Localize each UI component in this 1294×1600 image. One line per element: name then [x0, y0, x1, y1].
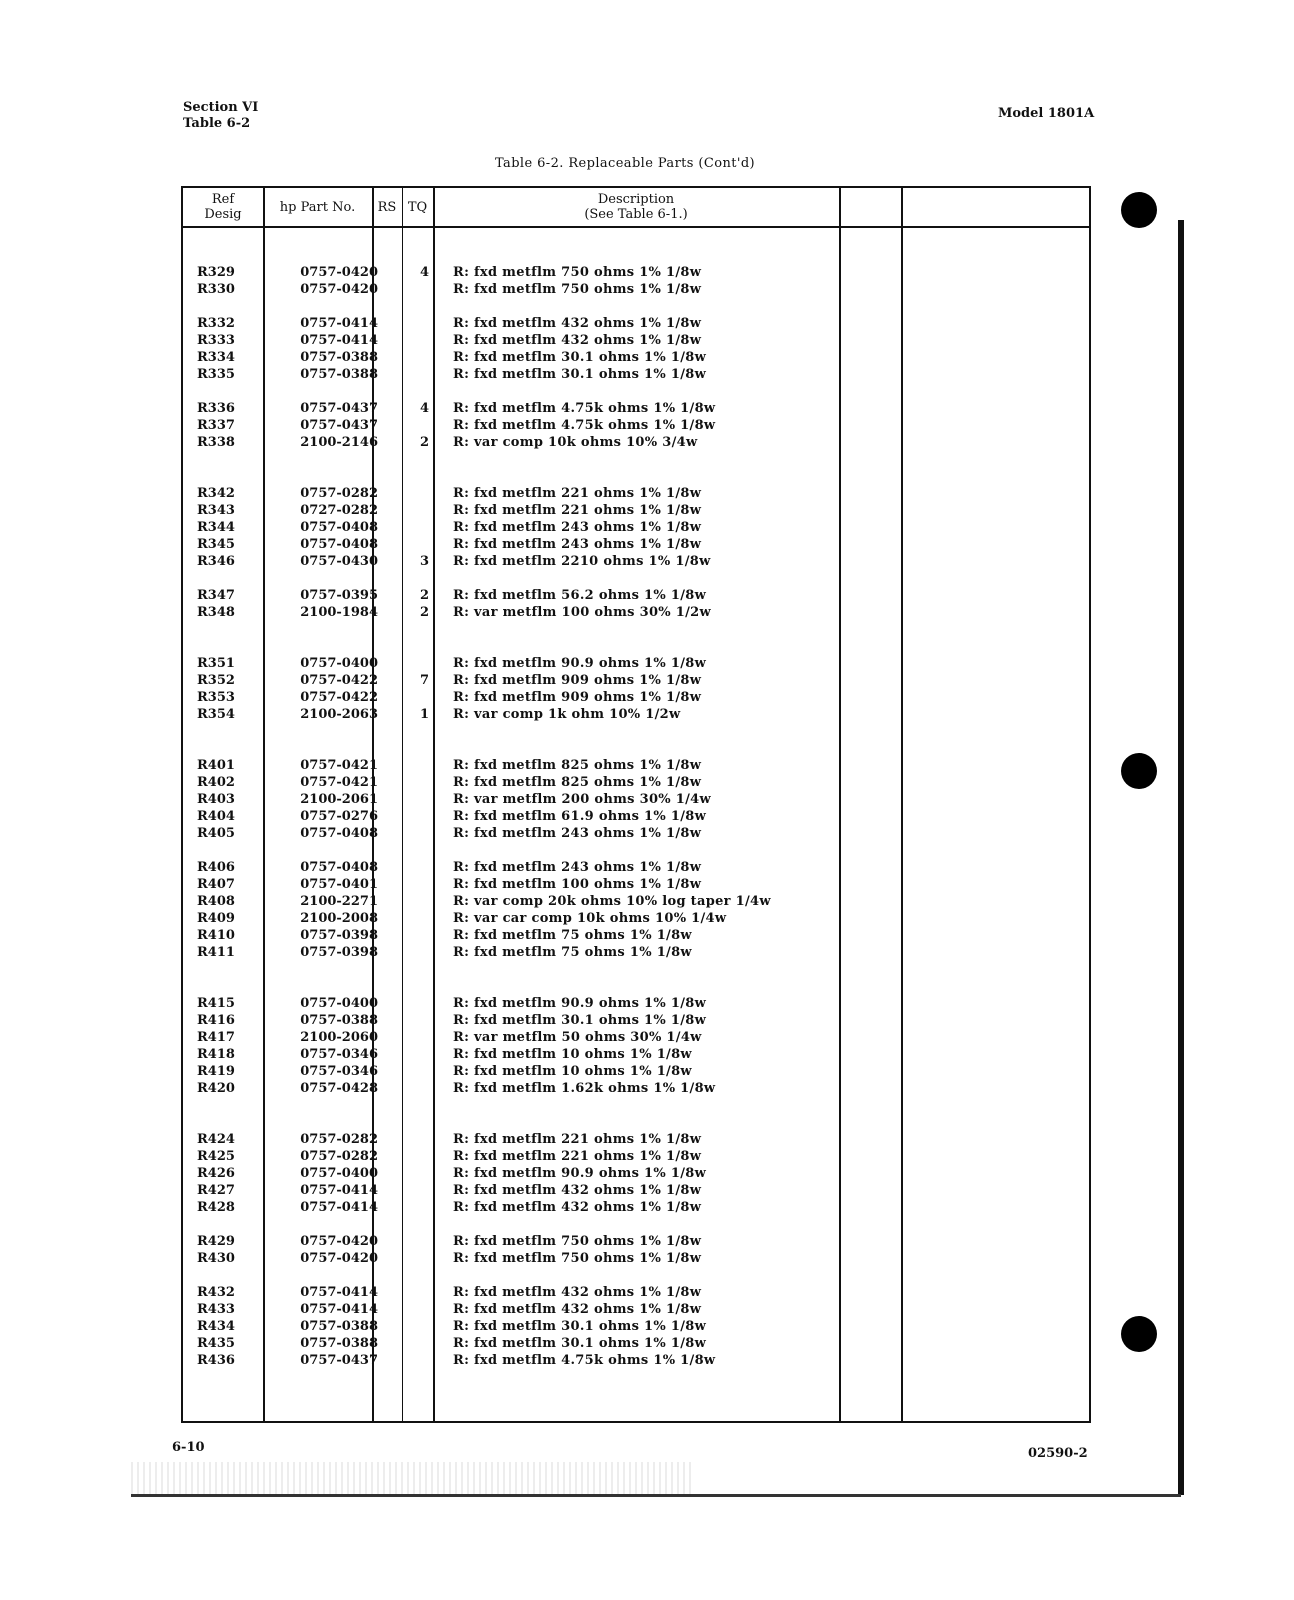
part-number: 0757-0414: [300, 316, 378, 331]
table-row: [183, 944, 1089, 961]
part-number: 2100-2146: [300, 435, 378, 450]
table-row: [183, 1352, 1089, 1369]
table-row: [183, 315, 1089, 332]
scan-noise: [131, 1462, 691, 1494]
col-header-ref-line1: Ref: [211, 192, 235, 207]
parts-group: [183, 1131, 1089, 1216]
total-quantity: 2: [419, 588, 429, 603]
table-row: [183, 400, 1089, 417]
description: R: fxd metflm 221 ohms 1% 1/8w: [453, 503, 702, 518]
description: R: var metflm 200 ohms 30% 1/4w: [453, 792, 712, 807]
binder-hole: [1121, 1316, 1157, 1352]
ref-designator: R353: [197, 690, 235, 705]
description: R: fxd metflm 30.1 ohms 1% 1/8w: [453, 350, 707, 365]
part-number: 0757-0414: [300, 1285, 378, 1300]
part-number: 0757-0414: [300, 1302, 378, 1317]
ref-designator: R334: [197, 350, 235, 365]
table-row: [183, 1335, 1089, 1352]
parts-group: [183, 315, 1089, 383]
table-row: [183, 1046, 1089, 1063]
table-label: Table 6-2: [183, 116, 251, 131]
table-row: [183, 502, 1089, 519]
description: R: fxd metflm 243 ohms 1% 1/8w: [453, 860, 702, 875]
description: R: var comp 1k ohm 10% 1/2w: [453, 707, 681, 722]
part-number: 0757-0401: [300, 877, 378, 892]
table-row: [183, 519, 1089, 536]
ref-designator: R415: [197, 996, 235, 1011]
part-number: 0757-0395: [300, 588, 378, 603]
part-number: 0757-0408: [300, 520, 378, 535]
table-row: [183, 655, 1089, 672]
table-row: [183, 757, 1089, 774]
description: R: fxd metflm 75 ohms 1% 1/8w: [453, 945, 692, 960]
table-row: [183, 689, 1089, 706]
ref-designator: R403: [197, 792, 235, 807]
ref-designator: R436: [197, 1353, 235, 1368]
section-label: Section VI: [183, 100, 259, 115]
description: R: fxd metflm 221 ohms 1% 1/8w: [453, 486, 702, 501]
table-row: [183, 1284, 1089, 1301]
ref-designator: R345: [197, 537, 235, 552]
description: R: fxd metflm 243 ohms 1% 1/8w: [453, 826, 702, 841]
part-number: 2100-2008: [300, 911, 378, 926]
ref-designator: R330: [197, 282, 235, 297]
table-row: [183, 859, 1089, 876]
table-row: [183, 1165, 1089, 1182]
model-label: Model 1801A: [998, 106, 1095, 121]
parts-group: [183, 587, 1089, 621]
table-row: [183, 1012, 1089, 1029]
part-number: 0757-0437: [300, 418, 378, 433]
table-row: [183, 1148, 1089, 1165]
table-row: [183, 434, 1089, 451]
ref-designator: R430: [197, 1251, 235, 1266]
part-number: 0757-0422: [300, 673, 378, 688]
table-row: [183, 1301, 1089, 1318]
description: R: fxd metflm 30.1 ohms 1% 1/8w: [453, 1319, 707, 1334]
part-number: 0757-0398: [300, 928, 378, 943]
description: R: fxd metflm 243 ohms 1% 1/8w: [453, 520, 702, 535]
section-header: [183, 100, 258, 132]
ref-designator: R352: [197, 673, 235, 688]
description: R: fxd metflm 432 ohms 1% 1/8w: [453, 1302, 702, 1317]
description: R: fxd metflm 30.1 ohms 1% 1/8w: [453, 1336, 707, 1351]
ref-designator: R401: [197, 758, 235, 773]
col-header-desc-line1: Description: [597, 192, 675, 207]
table-row: [183, 1233, 1089, 1250]
part-number: 0757-0414: [300, 1183, 378, 1198]
part-number: 0757-0422: [300, 690, 378, 705]
ref-designator: R426: [197, 1166, 235, 1181]
ref-designator: R404: [197, 809, 235, 824]
part-number: 0757-0346: [300, 1064, 378, 1079]
table-row: [183, 774, 1089, 791]
table-row: [183, 995, 1089, 1012]
total-quantity: 4: [419, 265, 429, 280]
ref-designator: R435: [197, 1336, 235, 1351]
ref-designator: R348: [197, 605, 235, 620]
ref-designator: R354: [197, 707, 235, 722]
ref-designator: R416: [197, 1013, 235, 1028]
col-header-description: [433, 188, 839, 226]
part-number: 0757-0408: [300, 537, 378, 552]
part-number: 2100-2061: [300, 792, 378, 807]
description: R: fxd metflm 825 ohms 1% 1/8w: [453, 775, 702, 790]
page-edge-shadow: [1178, 220, 1184, 1495]
parts-group: [183, 995, 1089, 1097]
ref-designator: R418: [197, 1047, 235, 1062]
description: R: fxd metflm 909 ohms 1% 1/8w: [453, 690, 702, 705]
description: R: fxd metflm 90.9 ohms 1% 1/8w: [453, 1166, 707, 1181]
ref-designator: R335: [197, 367, 235, 382]
description: R: fxd metflm 61.9 ohms 1% 1/8w: [453, 809, 707, 824]
ref-designator: R343: [197, 503, 235, 518]
part-number: 2100-2271: [300, 894, 378, 909]
description: R: fxd metflm 432 ohms 1% 1/8w: [453, 333, 702, 348]
part-number: 0757-0388: [300, 1319, 378, 1334]
col-header-rs: RS: [377, 199, 397, 215]
table-row: [183, 808, 1089, 825]
ref-designator: R332: [197, 316, 235, 331]
total-quantity: 2: [419, 435, 429, 450]
page-bottom-edge: [131, 1494, 1181, 1497]
description: R: fxd metflm 30.1 ohms 1% 1/8w: [453, 367, 707, 382]
col-header-ref: [183, 188, 263, 226]
ref-designator: R410: [197, 928, 235, 943]
description: R: var metflm 50 ohms 30% 1/4w: [453, 1030, 702, 1045]
part-number: 0757-0408: [300, 860, 378, 875]
part-number: 0757-0430: [300, 554, 378, 569]
table-row: [183, 893, 1089, 910]
parts-group: [183, 655, 1089, 723]
ref-designator: R344: [197, 520, 235, 535]
ref-designator: R420: [197, 1081, 235, 1096]
table-caption: Table 6-2. Replaceable Parts (Cont'd): [495, 156, 756, 171]
ref-designator: R425: [197, 1149, 235, 1164]
description: R: fxd metflm 750 ohms 1% 1/8w: [453, 265, 702, 280]
table-row: [183, 910, 1089, 927]
ref-designator: R434: [197, 1319, 235, 1334]
part-number: 0757-0420: [300, 265, 378, 280]
part-number: 0757-0346: [300, 1047, 378, 1062]
part-number: 0757-0398: [300, 945, 378, 960]
description: R: fxd metflm 1.62k ohms 1% 1/8w: [453, 1081, 716, 1096]
ref-designator: R417: [197, 1030, 235, 1045]
description: R: fxd metflm 221 ohms 1% 1/8w: [453, 1132, 702, 1147]
part-number: 0757-0388: [300, 1336, 378, 1351]
ref-designator: R432: [197, 1285, 235, 1300]
table-row: [183, 1318, 1089, 1335]
parts-group: [183, 859, 1089, 961]
ref-designator: R424: [197, 1132, 235, 1147]
ref-designator: R342: [197, 486, 235, 501]
table-row: [183, 281, 1089, 298]
ref-designator: R402: [197, 775, 235, 790]
parts-group: [183, 1284, 1089, 1369]
ref-designator: R408: [197, 894, 235, 909]
description: R: fxd metflm 90.9 ohms 1% 1/8w: [453, 656, 707, 671]
parts-rows: [183, 264, 1089, 1386]
part-number: 0757-0282: [300, 1132, 378, 1147]
description: R: fxd metflm 4.75k ohms 1% 1/8w: [453, 418, 716, 433]
ref-designator: R429: [197, 1234, 235, 1249]
description: R: var car comp 10k ohms 10% 1/4w: [453, 911, 727, 926]
parts-group: [183, 757, 1089, 842]
description: R: fxd metflm 56.2 ohms 1% 1/8w: [453, 588, 707, 603]
table-row: [183, 706, 1089, 723]
part-number: 0757-0420: [300, 282, 378, 297]
description: R: fxd metflm 432 ohms 1% 1/8w: [453, 316, 702, 331]
ref-designator: R406: [197, 860, 235, 875]
description: R: fxd metflm 75 ohms 1% 1/8w: [453, 928, 692, 943]
part-number: 0757-0282: [300, 1149, 378, 1164]
table-row: [183, 1250, 1089, 1267]
description: R: fxd metflm 243 ohms 1% 1/8w: [453, 537, 702, 552]
description: R: fxd metflm 10 ohms 1% 1/8w: [453, 1047, 692, 1062]
description: R: var comp 20k ohms 10% log taper 1/4w: [453, 894, 771, 909]
col-header-desc-line2: (See Table 6-1.): [584, 207, 688, 222]
binder-hole: [1121, 192, 1157, 228]
parts-group: [183, 1233, 1089, 1267]
parts-group: [183, 264, 1089, 298]
table-row: [183, 587, 1089, 604]
ref-designator: R351: [197, 656, 235, 671]
description: R: fxd metflm 432 ohms 1% 1/8w: [453, 1183, 702, 1198]
total-quantity: 3: [419, 554, 429, 569]
description: R: fxd metflm 221 ohms 1% 1/8w: [453, 1149, 702, 1164]
description: R: fxd metflm 909 ohms 1% 1/8w: [453, 673, 702, 688]
table-row: [183, 366, 1089, 383]
table-row: [183, 1199, 1089, 1216]
description: R: fxd metflm 4.75k ohms 1% 1/8w: [453, 1353, 716, 1368]
part-number: 0757-0414: [300, 1200, 378, 1215]
part-number: 0757-0421: [300, 758, 378, 773]
page-number: 6-10: [172, 1440, 205, 1455]
replaceable-parts-table: [181, 186, 1091, 1423]
part-number: 0757-0388: [300, 350, 378, 365]
part-number: 2100-2063: [300, 707, 378, 722]
part-number: 2100-1984: [300, 605, 378, 620]
description: R: fxd metflm 10 ohms 1% 1/8w: [453, 1064, 692, 1079]
col-header-tq: TQ: [407, 199, 428, 215]
part-number: 0757-0282: [300, 486, 378, 501]
ref-designator: R333: [197, 333, 235, 348]
description: R: fxd metflm 750 ohms 1% 1/8w: [453, 1251, 702, 1266]
parts-group: [183, 400, 1089, 451]
description: R: fxd metflm 750 ohms 1% 1/8w: [453, 282, 702, 297]
total-quantity: 1: [419, 707, 429, 722]
part-number: 0757-0400: [300, 996, 378, 1011]
part-number: 0757-0400: [300, 1166, 378, 1181]
description: R: var metflm 100 ohms 30% 1/2w: [453, 605, 712, 620]
table-row: [183, 1029, 1089, 1046]
parts-group: [183, 485, 1089, 570]
part-number: 0757-0388: [300, 367, 378, 382]
table-row: [183, 791, 1089, 808]
col-header-part: hp Part No.: [279, 199, 356, 215]
ref-designator: R405: [197, 826, 235, 841]
description: R: fxd metflm 825 ohms 1% 1/8w: [453, 758, 702, 773]
ref-designator: R419: [197, 1064, 235, 1079]
table-row: [183, 1131, 1089, 1148]
description: R: fxd metflm 4.75k ohms 1% 1/8w: [453, 401, 716, 416]
ref-designator: R409: [197, 911, 235, 926]
ref-designator: R411: [197, 945, 235, 960]
total-quantity: 4: [419, 401, 429, 416]
table-row: [183, 927, 1089, 944]
description: R: fxd metflm 90.9 ohms 1% 1/8w: [453, 996, 707, 1011]
document-code: 02590-2: [1028, 1446, 1088, 1461]
ref-designator: R427: [197, 1183, 235, 1198]
ref-designator: R336: [197, 401, 235, 416]
ref-designator: R407: [197, 877, 235, 892]
ref-designator: R346: [197, 554, 235, 569]
part-number: 0757-0388: [300, 1013, 378, 1028]
col-header-ref-line2: Desig: [204, 207, 242, 222]
ref-designator: R337: [197, 418, 235, 433]
table-row: [183, 876, 1089, 893]
table-row: [183, 485, 1089, 502]
table-row: [183, 264, 1089, 281]
description: R: fxd metflm 100 ohms 1% 1/8w: [453, 877, 702, 892]
ref-designator: R329: [197, 265, 235, 280]
part-number: 0727-0282: [300, 503, 378, 518]
part-number: 0757-0276: [300, 809, 378, 824]
part-number: 0757-0414: [300, 333, 378, 348]
part-number: 0757-0420: [300, 1234, 378, 1249]
ref-designator: R347: [197, 588, 235, 603]
ref-designator: R428: [197, 1200, 235, 1215]
binder-hole: [1121, 753, 1157, 789]
header-divider: [183, 226, 1089, 228]
table-row: [183, 553, 1089, 570]
table-row: [183, 1182, 1089, 1199]
total-quantity: 7: [419, 673, 429, 688]
table-row: [183, 1063, 1089, 1080]
part-number: 0757-0420: [300, 1251, 378, 1266]
table-row: [183, 1080, 1089, 1097]
table-row: [183, 349, 1089, 366]
part-number: 0757-0437: [300, 1353, 378, 1368]
part-number: 0757-0400: [300, 656, 378, 671]
ref-designator: R433: [197, 1302, 235, 1317]
table-row: [183, 672, 1089, 689]
part-number: 0757-0421: [300, 775, 378, 790]
total-quantity: 2: [419, 605, 429, 620]
description: R: fxd metflm 2210 ohms 1% 1/8w: [453, 554, 711, 569]
part-number: 2100-2060: [300, 1030, 378, 1045]
description: R: fxd metflm 432 ohms 1% 1/8w: [453, 1200, 702, 1215]
description: R: fxd metflm 750 ohms 1% 1/8w: [453, 1234, 702, 1249]
part-number: 0757-0437: [300, 401, 378, 416]
table-row: [183, 536, 1089, 553]
description: R: fxd metflm 30.1 ohms 1% 1/8w: [453, 1013, 707, 1028]
table-row: [183, 604, 1089, 621]
table-row: [183, 332, 1089, 349]
part-number: 0757-0428: [300, 1081, 378, 1096]
table-row: [183, 825, 1089, 842]
table-row: [183, 417, 1089, 434]
ref-designator: R338: [197, 435, 235, 450]
part-number: 0757-0408: [300, 826, 378, 841]
description: R: var comp 10k ohms 10% 3/4w: [453, 435, 698, 450]
description: R: fxd metflm 432 ohms 1% 1/8w: [453, 1285, 702, 1300]
